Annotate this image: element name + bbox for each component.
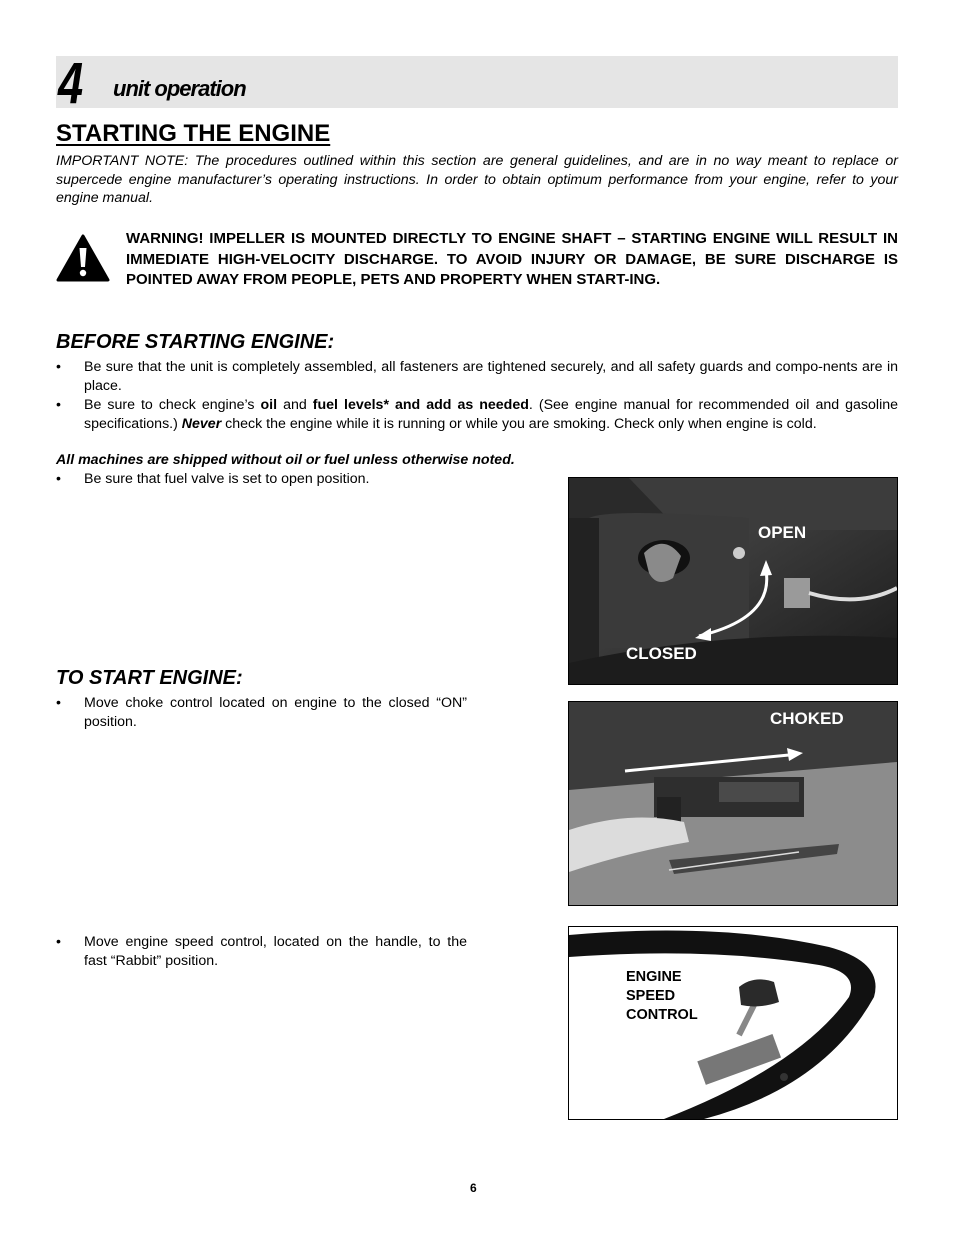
list-item-text: Be sure that fuel valve is set to open position. [84,471,370,487]
bullet-mark: • [56,934,61,950]
label-line: ENGINE [626,969,682,985]
text-run-bold: oil [260,397,278,413]
text-run-bold: fuel levels* and add as needed [312,397,529,413]
fuel-valve-photo [568,477,898,685]
section-title: unit operation [113,76,246,101]
page-title: STARTING THE ENGINE [56,120,331,147]
warning-text: WARNING! IMPELLER IS MOUNTED DIRECTLY TO ENGINE SHAFT – STARTING ENGINE WILL RESULT IN IMMEDIATE HIGH-VELOCITY DISCHARGE. TO AVOID INJURY OR DAMAGE, BE SURE DISCHARGE IS POINTED AWAY FROM PEOPLE, PETS AND PROPERTY WHEN START-ING. [126,230,898,288]
warning-triangle-icon [56,234,110,282]
page-number: 6 [470,1181,477,1195]
list-item-text: Move choke control located on engine to the closed “ON” position. [84,695,467,730]
to-start-heading: TO START ENGINE: [56,667,243,689]
bullet-mark: • [56,359,61,375]
list-item-text: Be sure that the unit is completely assembled, all fasteners are tightened securely, and all safety guards and compo-nents are in place. [84,359,898,394]
label-line: CONTROL [626,1007,698,1023]
text-run: check the engine while it is running or while you are smoking. Check only when engine is cold. [221,415,817,432]
text-run-bold-italic: Never [181,415,222,432]
engine-speed-label [626,968,698,1025]
text-run: . (See engine manual for recommended oil and gasoline specifications.) [84,397,898,432]
important-note: IMPORTANT NOTE: The procedures outlined within this section are general guidelines, and are in no way meant to replace or supercede engine manufacturer’s operating instructions. In order to obtain optimum performance from your engine, refer to your engine manual. [56,153,898,207]
text-run: and [277,397,313,413]
open-label: OPEN [758,523,807,542]
text-run: Be sure to check engine’s [84,397,261,413]
choked-label: CHOKED [770,709,844,728]
list-item-text [84,396,898,433]
before-starting-heading: BEFORE STARTING ENGINE: [56,331,335,353]
closed-label: CLOSED [626,644,697,663]
shipped-note: All machines are shipped without oil or fuel unless otherwise noted. [56,452,515,468]
bullet-mark: • [56,471,61,487]
bullet-mark: • [56,695,61,711]
label-line: SPEED [626,988,676,1004]
choke-control-photo [568,701,898,906]
section-number: 4 [58,51,82,116]
list-item-text: Move engine speed control, located on the handle, to the fast “Rabbit” position. [84,934,467,969]
bullet-mark: • [56,397,61,413]
engine-speed-photo [568,926,898,1120]
